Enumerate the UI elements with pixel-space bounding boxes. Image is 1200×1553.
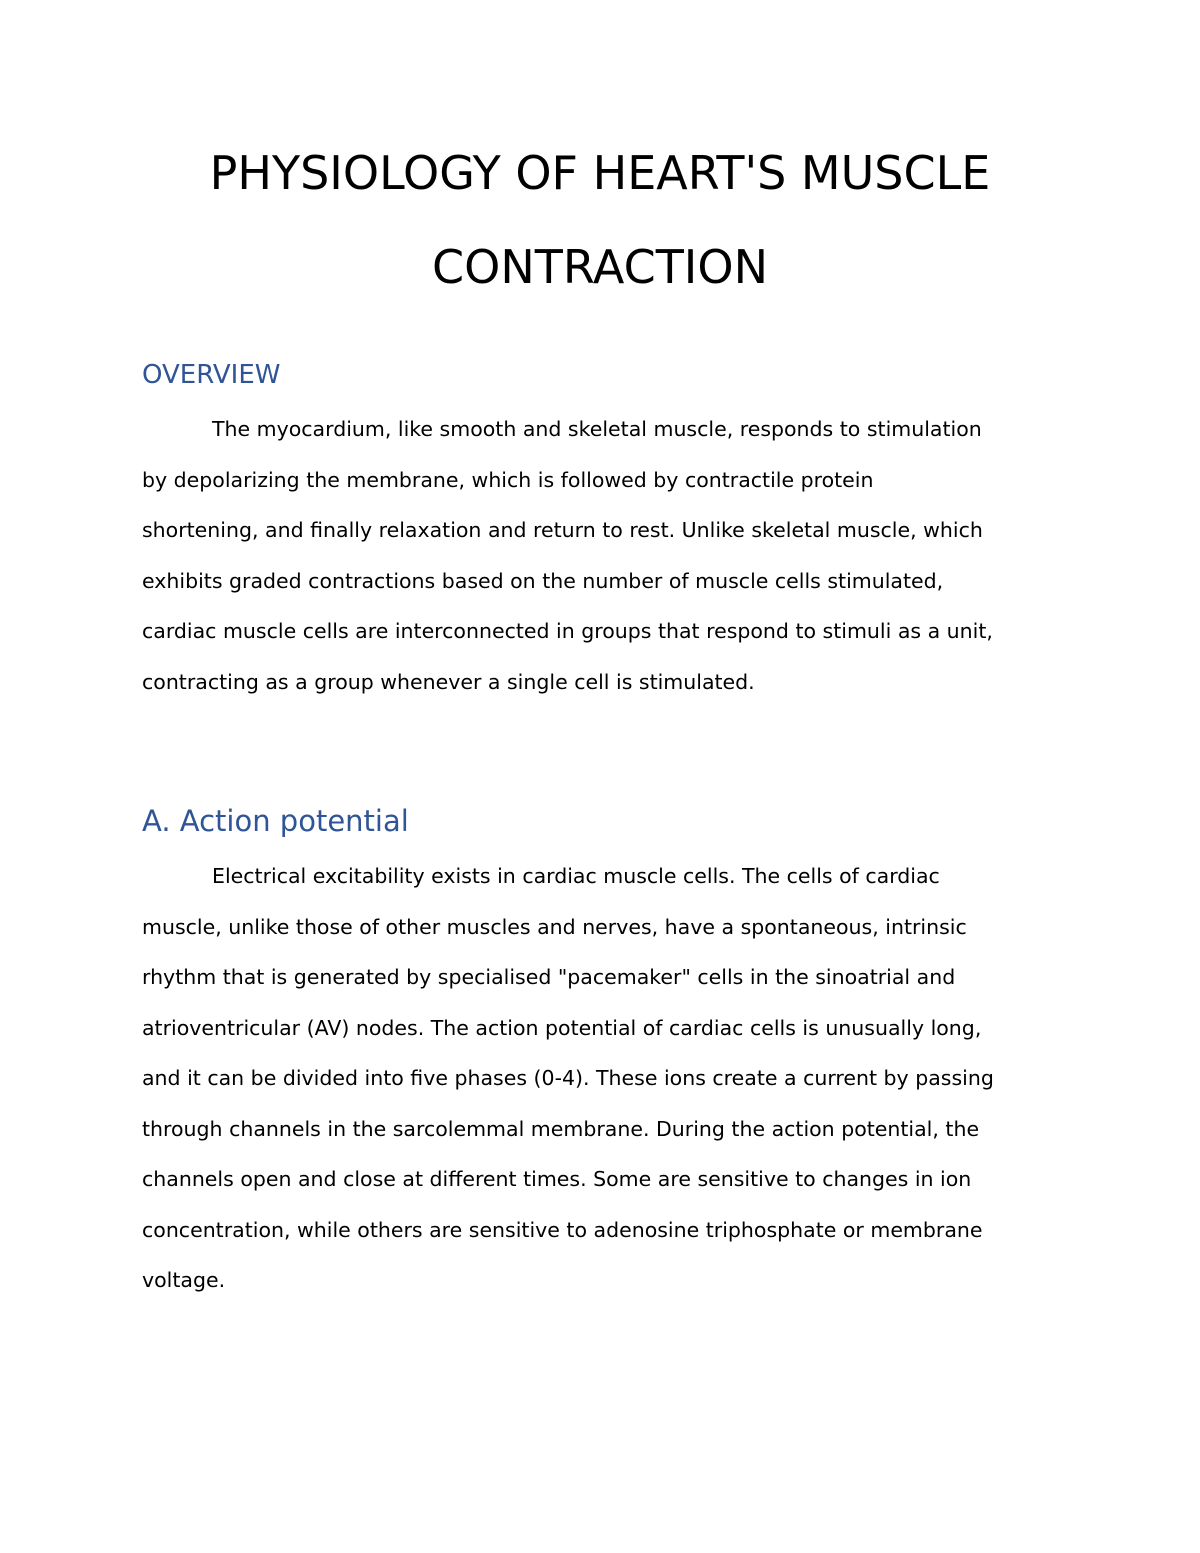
section-heading-action-potential: A. Action potential (142, 804, 409, 838)
title-text: CONTRACTION (432, 240, 768, 294)
paragraph-line: The myocardium, like smooth and skeletal muscle, responds to stimulation (212, 417, 982, 441)
title-text: PHYSIOLOGY OF HEART'S MUSCLE (209, 146, 991, 200)
paragraph-line: shortening, and finally relaxation and return to rest. Unlike skeletal muscle, which (142, 518, 983, 542)
paragraph-line: concentration, while others are sensitive to adenosine triphosphate or membrane (142, 1217, 983, 1242)
paragraph-line: channels open and close at different times. Some are sensitive to changes in ion (142, 1167, 972, 1191)
paragraph-line: through channels in the sarcolemmal membrane. During the action potential, the (142, 1116, 980, 1141)
section-heading-overview: OVERVIEW (142, 360, 281, 390)
paragraph-line: voltage. (142, 1268, 226, 1292)
paragraph-line: atrioventricular (AV) nodes. The action potential of cardiac cells is unusually long, (142, 1015, 982, 1040)
document-title-line-1 (0, 148, 1200, 198)
document-title-line-2 (0, 242, 1200, 292)
paragraph-line: cardiac muscle cells are interconnected in groups that respond to stimuli as a unit, (142, 619, 993, 643)
paragraph-line: exhibits graded contractions based on the number of muscle cells stimulated, (142, 568, 944, 593)
paragraph-line: by depolarizing the membrane, which is followed by contractile protein (142, 467, 874, 492)
paragraph-line: Electrical excitability exists in cardiac muscle cells. The cells of cardiac (212, 864, 940, 888)
paragraph-line: contracting as a group whenever a single cell is stimulated. (142, 669, 755, 694)
paragraph-line: rhythm that is generated by specialised "pacemaker" cells in the sinoatrial and (142, 965, 956, 989)
paragraph-line: and it can be divided into five phases (0-4). These ions create a current by passing (142, 1066, 994, 1090)
paragraph-line: muscle, unlike those of other muscles and nerves, have a spontaneous, intrinsic (142, 914, 967, 939)
